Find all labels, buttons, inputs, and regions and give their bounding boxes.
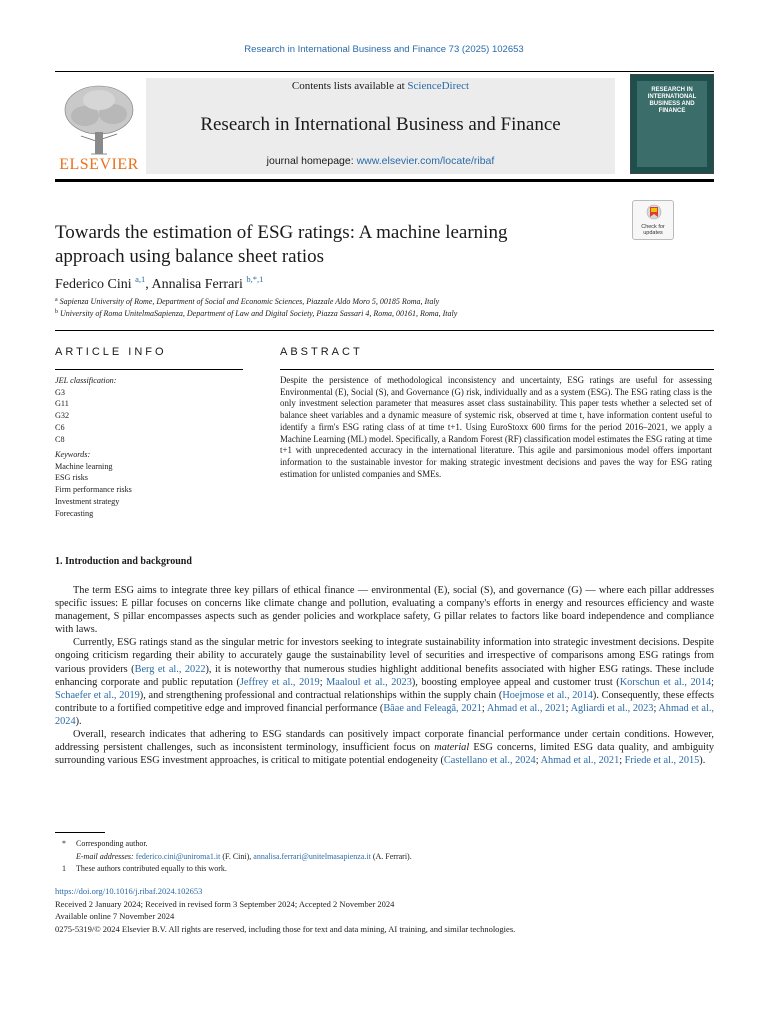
masthead-rule <box>55 179 714 182</box>
author-name[interactable]: , Annalisa Ferrari <box>145 277 247 292</box>
homepage-link[interactable]: www.elsevier.com/locate/ribaf <box>356 155 495 167</box>
citation-link[interactable]: Ahmad et al., 2021 <box>540 755 620 767</box>
text-run: ESG concerns, limited ESG data quality, and ambiguity surrounding various ESG investment approaches, is critical to mitigate potential endogeneity ( <box>55 742 714 767</box>
author-list <box>55 274 263 293</box>
publisher-name: ELSEVIER <box>59 156 139 173</box>
cover-title: RESEARCH IN INTERNATIONAL BUSINESS AND FINANCE <box>647 87 697 114</box>
text-run: ). <box>75 715 82 727</box>
contents-line <box>146 80 615 92</box>
author-affiliation-mark[interactable]: a,1 <box>135 274 146 284</box>
crossmark-label <box>633 224 673 236</box>
jel-code: G11 <box>55 399 69 409</box>
keyword: Machine learning <box>55 461 113 471</box>
text-run: Currently, ESG ratings stand as the singular metric for investors seeking to integrate sustainability information into strategic investment decisions. Despite ongoing criticism regarding their ability to accurately gauge the sustainability level of securities and irrespective of comparisons among ESG ratings from various providers ( <box>55 637 714 675</box>
abstract-text: Despite the persistence of methodological inconsistency and uncertainty, ESG ratings are useful for assessing Environmental (E), Social (S), and Governance (G) risk, individually and as a system (ESG). The ESG rating class is the only investment selection parameter that measures asset class sustainability. This paper tests whether a selected set of balance sheet variables and a dynamic measure of systemic risk, observed at time t, have information content useful to identify a firm's ESG rating class of at time t+1. Using EuroStoxx 600 firms for the period 2016–2021, we apply a Machine Learning (ML) model. Specifically, a Random Forest (RF) classification model estimates the ESG rating at time t+1 with unprecedented accuracy in the international literature. This agile and parsimonious model offers important information to the sustainable investor for making strategic investment decisions and paves the way for ESG rating estimation for unlisted companies and SMEs. <box>280 375 712 479</box>
header-rule <box>55 71 714 72</box>
separator: ; <box>711 676 714 688</box>
copyright: 0275-5319/© 2024 Elsevier B.V. All rights are reserved, including those for text and data mining, AI training, and similar technologies. <box>55 923 516 934</box>
affiliation-b <box>55 309 457 318</box>
affiliation-text: University of Roma UnitelmaSapienza, Department of Law and Digital Society, Piazza Sassari 4, Roma, 00161, Roma, Italy <box>60 309 458 318</box>
footnote-text: Corresponding author. <box>76 839 148 848</box>
keyword: Investment strategy <box>55 496 120 506</box>
separator: ; <box>481 702 487 714</box>
citation-link[interactable]: Friede et al., 2015 <box>624 755 700 767</box>
citation-link[interactable]: Schaefer et al., 2019 <box>55 689 140 701</box>
footnote-mark: * <box>62 839 66 848</box>
sciencedirect-link[interactable]: ScienceDirect <box>407 80 470 92</box>
article-info-rule <box>55 369 243 370</box>
email-link[interactable]: annalisa.ferrari@unitelmasapienza.it <box>253 851 371 861</box>
citation-link[interactable]: Jeffrey et al., 2019 <box>239 676 320 688</box>
check-for-updates-button[interactable] <box>632 200 674 240</box>
jel-code: C6 <box>55 422 65 432</box>
citation-link[interactable]: Ahmad et al., 2024 <box>55 702 714 727</box>
text-run: ). Consequently, these effects contribute to a fortified competitive edge and improved financial performance ( <box>55 689 715 714</box>
paragraph <box>55 728 714 767</box>
text-run: ), boosting employee appeal and customer trust ( <box>411 676 620 688</box>
footnotes <box>62 838 702 876</box>
email-owner: (F. Cini), <box>220 851 254 861</box>
footnote-equal <box>62 863 702 876</box>
paragraph: The term ESG aims to integrate three key pillars of ethical finance — environmental (E), social (S), and governance (G) — where each pillar addresses specific issues: E pillar focuses on concerns like climate change and pollution, evaluating a company's efforts in energy and resources efficiency and waste management, S pillar encompasses aspects such as gender policies and workplace safety, G pillar relates to factors like board independence and compliance with laws. <box>55 585 714 636</box>
keywords-label: Keywords: <box>55 450 91 459</box>
citation-link[interactable]: Berg et al., 2022 <box>134 663 206 675</box>
footnote-rule <box>55 832 105 833</box>
author-name[interactable]: Federico Cini <box>55 277 136 292</box>
affiliation-mark: a <box>55 297 58 303</box>
text-run: ), it is noteworthy that numerous studies highlight additional benefits associated with higher ESG ratings. These include enhancing corporate and public reputation ( <box>55 663 714 688</box>
citation-link[interactable]: Bâae and Feleagă, 2021 <box>383 702 482 714</box>
citation-link[interactable]: Ahmad et al., 2021 <box>486 702 566 714</box>
keyword: Forecasting <box>55 508 94 518</box>
homepage-line <box>146 155 615 167</box>
journal-title[interactable]: Research in International Business and Finance <box>200 114 561 135</box>
crossmark-line1: Check for <box>641 224 665 230</box>
title-rule <box>55 330 714 331</box>
paragraph <box>55 636 714 728</box>
footnote-emails <box>62 851 702 864</box>
citation-link[interactable]: Castellano et al., 2024 <box>443 755 536 767</box>
article-info-heading: ARTICLE INFO <box>55 346 167 358</box>
body-text <box>55 584 714 767</box>
publication-info <box>55 885 714 935</box>
abstract-rule <box>280 369 714 370</box>
affiliation-a <box>55 297 439 306</box>
section-heading: 1. Introduction and background <box>55 556 192 567</box>
jel-code: G3 <box>55 387 66 397</box>
separator: ; <box>535 755 541 767</box>
journal-cover-image[interactable] <box>630 74 714 174</box>
text-run: ), and strengthening professional and contractual relationships within the supply chain ( <box>139 689 503 701</box>
citation-link[interactable]: Hoejmose et al., 2014 <box>502 689 593 701</box>
footnote-text: These authors contributed equally to this work. <box>76 864 227 873</box>
running-head[interactable]: Research in International Business and Finance 73 (2025) 102653 <box>244 44 524 55</box>
online-date: Available online 7 November 2024 <box>55 911 175 921</box>
homepage-prefix: journal homepage: <box>266 155 357 167</box>
keywords-block <box>55 449 243 519</box>
email-owner: (A. Ferrari). <box>370 851 412 861</box>
footnote-mark: 1 <box>62 864 66 873</box>
doi-link[interactable]: https://doi.org/10.1016/j.ribaf.2024.102653 <box>55 886 203 896</box>
citation-link[interactable]: Agliardi et al., 2023 <box>570 702 654 714</box>
jel-label: JEL classification: <box>55 376 117 385</box>
jel-block <box>55 375 243 445</box>
separator: ; <box>653 702 659 714</box>
article-title: Towards the estimation of ESG ratings: A machine learning approach using balance sheet ratios <box>55 222 508 267</box>
citation-link[interactable]: Korschun et al., 2014 <box>619 676 712 688</box>
abstract-heading: ABSTRACT <box>280 346 363 358</box>
crossmark-line2: updates <box>643 230 663 236</box>
text-run: Overall, research indicates that adhering to ESG standards can positively impact corporate financial performance under certain conditions. However, addressing persistent challenges, such as inconsistent terminology, insufficient focus on <box>55 729 714 754</box>
citation-link[interactable]: Maaloul et al., 2023 <box>326 676 412 688</box>
email-link[interactable]: federico.cini@uniroma1.it <box>135 851 221 861</box>
jel-code: G32 <box>55 411 70 421</box>
contents-prefix: Contents lists available at <box>291 80 408 92</box>
email-label: E-mail addresses: <box>76 851 134 861</box>
emphasis: material <box>434 742 470 754</box>
separator: ; <box>565 702 571 714</box>
separator: ; <box>619 755 625 767</box>
affiliation-text: Sapienza University of Rome, Department of Social and Economic Sciences, Piazzale Aldo Moro 5, 00185 Roma, Italy <box>59 297 440 306</box>
separator: ; <box>319 676 327 688</box>
author-affiliation-mark[interactable]: b,*,1 <box>246 274 264 284</box>
affiliation-mark: b <box>55 309 58 315</box>
crossmark-icon <box>646 204 662 222</box>
jel-code: C8 <box>55 434 65 444</box>
footnote-corresponding <box>62 838 702 851</box>
text-run: ). <box>699 755 706 767</box>
keyword: ESG risks <box>55 473 88 483</box>
received-dates: Received 2 January 2024; Received in revised form 3 September 2024; Accepted 2 November 2024 <box>55 898 395 909</box>
keyword: Firm performance risks <box>55 485 132 495</box>
